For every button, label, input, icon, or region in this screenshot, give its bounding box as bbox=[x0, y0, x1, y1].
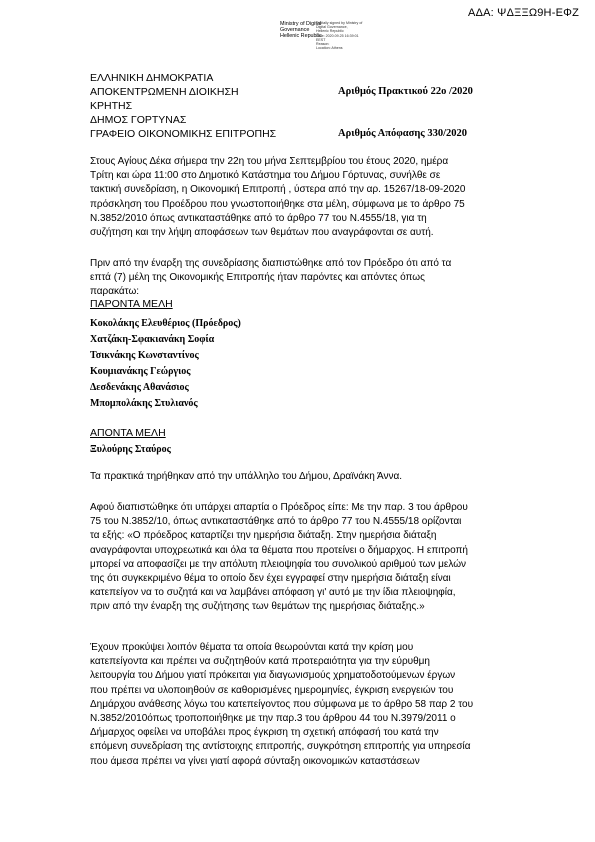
text-line: τακτική συνεδρίαση, η Οικονομική Επιτροπή , ύστερα από την αρ. 15267/18-09-2020 bbox=[90, 184, 466, 196]
text-line: Δήμαρχος οφείλει να υποβάλει προς έγκριση τη σχετική απόφασή του κατά την bbox=[90, 727, 439, 739]
header-country: ΕΛΛΗΝΙΚΗ ΔΗΜΟΚΡΑΤΙΑ bbox=[90, 72, 214, 84]
text-line: κατεπείγον να το συζητά και να λαμβάνει απόφαση γι' αυτό με την ίδια πλειοψηφία, bbox=[90, 587, 456, 599]
stamp-detail-line: Digital Governance, bbox=[316, 25, 348, 30]
text-line: Πριν από την έναρξη της συνεδρίασης διαπιστώθηκε από τον Πρόεδρο ότι από τα bbox=[90, 258, 452, 269]
stamp-issuer-line: Hellenic Republic bbox=[280, 33, 322, 40]
present-member: Κουμιανάκης Γεώργιος bbox=[90, 366, 191, 377]
text-line: συζήτηση και την λήψη αποφάσεων των θεμάτων που αναγράφονται σε αυτή. bbox=[90, 227, 434, 239]
stamp-detail-line: EEST bbox=[316, 37, 326, 42]
stamp-issuer-line: Ministry of Digital bbox=[280, 21, 322, 27]
paragraph-president-statement bbox=[90, 501, 510, 615]
text-line: μπορεί να αποφασίζει με την απόλυτη πλειοψηφία του συνολικού αριθμού των μελών bbox=[90, 558, 467, 570]
text-line: που πρέπει να υλοποιηθούν σε καθορισμένες ημερομηνίες, έγκριση ενεργειών του bbox=[90, 684, 454, 696]
text-line: επτά (7) μέλη της Οικονομικής Επιτροπής ήταν παρόντες και απόντες όπως bbox=[90, 272, 425, 284]
text-line: Ν.3852/2010όπως τροποποιήθηκε με την παρ.3 του άρθρου 44 του Ν.3979/2011 ο bbox=[90, 713, 456, 725]
header-administration: ΑΠΟΚΕΝΤΡΩΜΕΝΗ ΔΙΟΙΚΗΣΗ bbox=[90, 86, 239, 98]
present-member: Κοκολάκης Ελευθέριος (Πρόεδρος) bbox=[90, 318, 241, 329]
text-line: Τρίτη και ώρα 11:00 στο Δημοτικό Κατάστημα του Δήμου Γόρτυνας, συνήλθε σε bbox=[90, 170, 441, 182]
present-member: Δεσδενάκης Αθανάσιος bbox=[90, 382, 189, 393]
text-line: επόμενη συνεδρίαση της αντίστοιχης επιτροπής, συγκρότηση επιτροπής για υπηρεσία bbox=[90, 741, 471, 753]
stamp-detail-line: Digitally signed by Ministry of bbox=[316, 21, 363, 25]
text-line: πρόσκληση του Προέδρου που γνωστοποιήθηκε στα μέλη, σύμφωνα με το άρθρο 75 bbox=[90, 198, 465, 210]
present-member: Χατζάκη-Σφακιανάκη Σοφία bbox=[90, 334, 215, 345]
text-line: κατεπείγοντα και πρέπει να συζητηθούν κατά προτεραιότητα για την εύρυθμη bbox=[90, 656, 430, 668]
text-line: Δημάρχου ανάθεσης λόγω του κατεπείγοντος που σύμφωνα με το άρθρο 58 παρ 2 του bbox=[90, 698, 474, 710]
text-line: τα εξής: «Ο πρόεδρος καταρτίζει την ημερήσια διάταξη. Στην ημερήσια διάταξη bbox=[90, 530, 437, 542]
text-line: Ν.3852/2010 όπως αντικαταστάθηκε από το άρθρο 77 του Ν.4555/18, για τη bbox=[90, 212, 427, 224]
stamp-details bbox=[316, 21, 362, 50]
text-line: 75 του Ν.3852/10, όπως αντικαταστάθηκε από το άρθρο 77 του Ν.4555/18 ορίζονται bbox=[90, 516, 462, 528]
paragraph-session-intro bbox=[90, 155, 510, 240]
text-line: που άμεσα πρέπει να γίνει γιατί αφορά σύνταξη οικονομικών καταστάσεων bbox=[90, 755, 420, 767]
stamp-detail-line: Reason: bbox=[316, 42, 330, 47]
header-office: ΓΡΑΦΕΙΟ ΟΙΚΟΝΟΜΙΚΗΣ ΕΠΙΤΡΟΠΗΣ bbox=[90, 128, 277, 140]
text-line: Στους Αγίους Δέκα σήμερα την 22η του μήνα Σεπτεμβρίου του έτους 2020, ημέρα bbox=[90, 156, 449, 167]
text-line: αναγράφονται υποχρεωτικά και όλα τα θέματα που προτείνει ο δήμαρχος. Η επιτροπή bbox=[90, 544, 468, 556]
decision-number: Αριθμός Απόφασης 330/2020 bbox=[338, 128, 468, 139]
absent-members-heading: ΑΠΟΝΤΑ ΜΕΛΗ bbox=[90, 427, 166, 439]
text-line: Έχουν προκύψει λοιπόν θέματα τα οποία θεωρούνται κατά την κρίση μου bbox=[90, 642, 414, 653]
text-line: λειτουργία του Δήμου γιατί πρόκειται για διαγωνισμούς χρηματοδοτούμενων έργων bbox=[90, 670, 456, 682]
present-members-heading: ΠΑΡΟΝΤΑ ΜΕΛΗ bbox=[90, 298, 173, 310]
stamp-detail-line: Hellenic Republic bbox=[316, 29, 344, 34]
present-member: Τσικνάκης Κωνσταντίνος bbox=[90, 350, 199, 361]
text-line: παρακάτω: bbox=[90, 286, 140, 298]
text-line: πριν από την έναρξη της συζήτησης των θεμάτων της ημερήσιας διάταξης.» bbox=[90, 601, 425, 613]
digital-signature-stamp bbox=[280, 21, 375, 57]
stamp-detail-line: Location: Athens bbox=[316, 46, 343, 51]
paragraph-quorum-intro bbox=[90, 257, 510, 300]
minutes-number: Αριθμός Πρακτικού 22ο /2020 bbox=[338, 86, 473, 97]
ada-code: ΑΔΑ: ΨΔΞΞΩ9Η-ΕΦΖ bbox=[468, 7, 579, 19]
text-line: της ότι συγκεκριμένο θέμα το οποίο δεν έχει εγγραφεί στην ημερήσια διάταξη είναι bbox=[90, 573, 451, 585]
text-line: Αφού διαπιστώθηκε ότι υπάρχει απαρτία ο Πρόεδρος είπε: Με την παρ. 3 του άρθρου bbox=[90, 502, 468, 513]
stamp-issuer-line: Governance bbox=[280, 27, 310, 34]
present-member: Μπομπολάκης Στυλιανός bbox=[90, 398, 198, 409]
document-header bbox=[90, 71, 530, 141]
paragraph-minutes-keeper: Τα πρακτικά τηρήθηκαν από την υπάλληλο του Δήμου, Δραϊνάκη Άννα. bbox=[90, 471, 403, 482]
stamp-detail-line: Date: 2020.09.25 16:39:01 bbox=[316, 33, 359, 38]
absent-member: Ξυλούρης Σταύρος bbox=[90, 444, 171, 455]
paragraph-urgent-matters bbox=[90, 641, 510, 769]
header-municipality: ΔΗΜΟΣ ΓΟΡΤΥΝΑΣ bbox=[90, 114, 187, 126]
header-region: ΚΡΗΤΗΣ bbox=[90, 100, 133, 112]
